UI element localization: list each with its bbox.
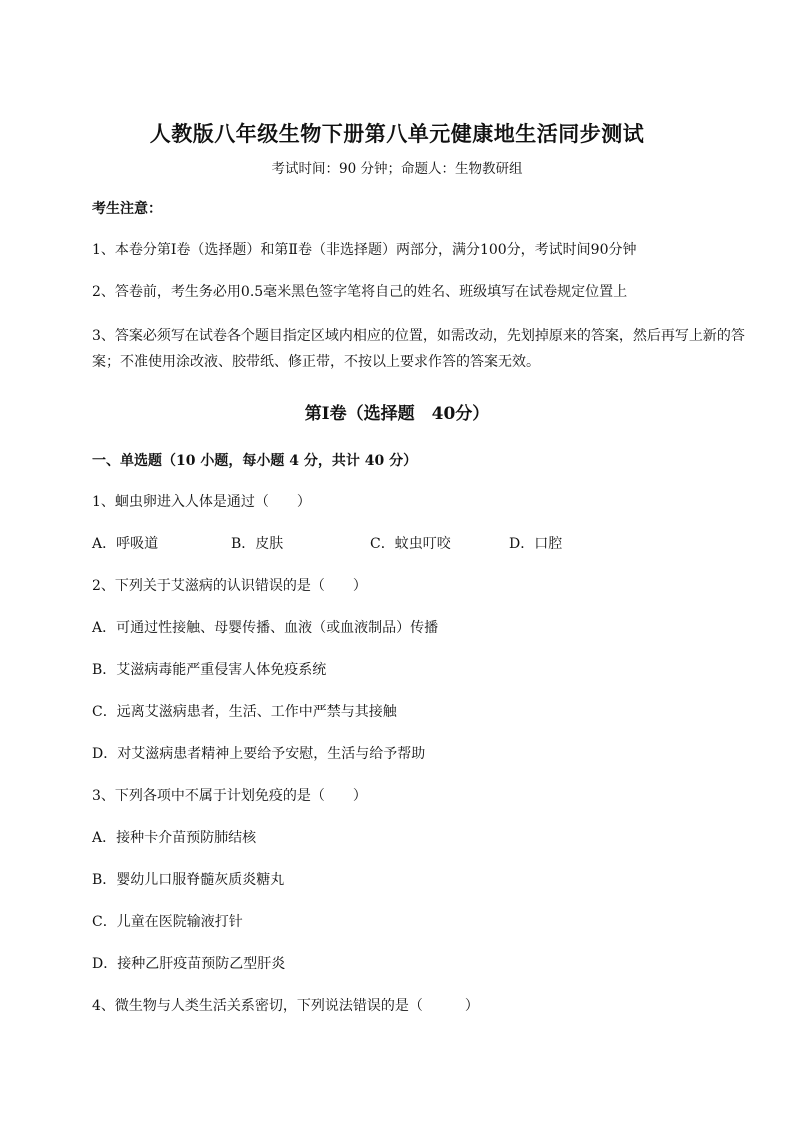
question-1-option-d: D．口腔	[509, 536, 563, 552]
question-4-stem: 4、微生物与人类生活关系密切，下列说法错误的是（ ）	[92, 998, 479, 1014]
question-2-option-a: A．可通过性接触、母婴传播、血液（或血液制品）传播	[92, 620, 439, 636]
question-3-option-d: D．接种乙肝疫苗预防乙型肝炎	[92, 956, 286, 972]
question-3-stem: 3、下列各项中不属于计划免疫的是（ ）	[92, 788, 367, 804]
question-1-option-c: C．蚊虫叮咬	[370, 536, 451, 552]
notice-item-1: 1、本卷分第Ⅰ卷（选择题）和第Ⅱ卷（非选择题）两部分，满分100分，考试时间90分钟	[92, 242, 637, 258]
question-2-option-d: D．对艾滋病患者精神上要给予安慰，生活与给予帮助	[92, 746, 426, 762]
question-2-option-b: B．艾滋病毒能严重侵害人体免疫系统	[92, 662, 327, 678]
notice-item-2: 2、答卷前，考生务必用0.5毫米黑色签字笔将自己的姓名、班级填写在试卷规定位置上	[92, 284, 628, 300]
notice-item-3: 3、答案必须写在试卷各个题目指定区域内相应的位置，如需改动，先划掉原来的答案，然后再写上新的答案；不准使用涂改液、胶带纸、修正带，不按以上要求作答的答案无效。	[92, 328, 745, 370]
exam-title: 人教版八年级生物下册第八单元健康地生活同步测试	[149, 121, 645, 146]
question-3-option-a: A．接种卡介苗预防肺结核	[92, 830, 257, 846]
question-1-option-a: A．呼吸道	[92, 536, 159, 552]
question-3-option-b: B．婴幼儿口服脊髓灰质炎糖丸	[92, 872, 285, 888]
section-title: 第Ⅰ卷（选择题 40分）	[304, 404, 490, 424]
part-heading: 一、单选题（10 小题，每小题 4 分，共计 40 分）	[92, 453, 418, 469]
question-1-options	[92, 533, 732, 555]
question-1-option-b: B．皮肤	[231, 536, 284, 552]
notice-heading: 考生注意：	[92, 201, 162, 217]
question-2-stem: 2、下列关于艾滋病的认识错误的是（ ）	[92, 578, 367, 594]
question-3-option-c: C．儿童在医院输液打针	[92, 914, 243, 930]
exam-subtitle: 考试时间：90 分钟；命题人：生物教研组	[271, 161, 523, 177]
question-2-option-c: C．远离艾滋病患者，生活、工作中严禁与其接触	[92, 704, 397, 720]
question-1-stem: 1、蛔虫卵进入人体是通过（ ）	[92, 494, 311, 510]
